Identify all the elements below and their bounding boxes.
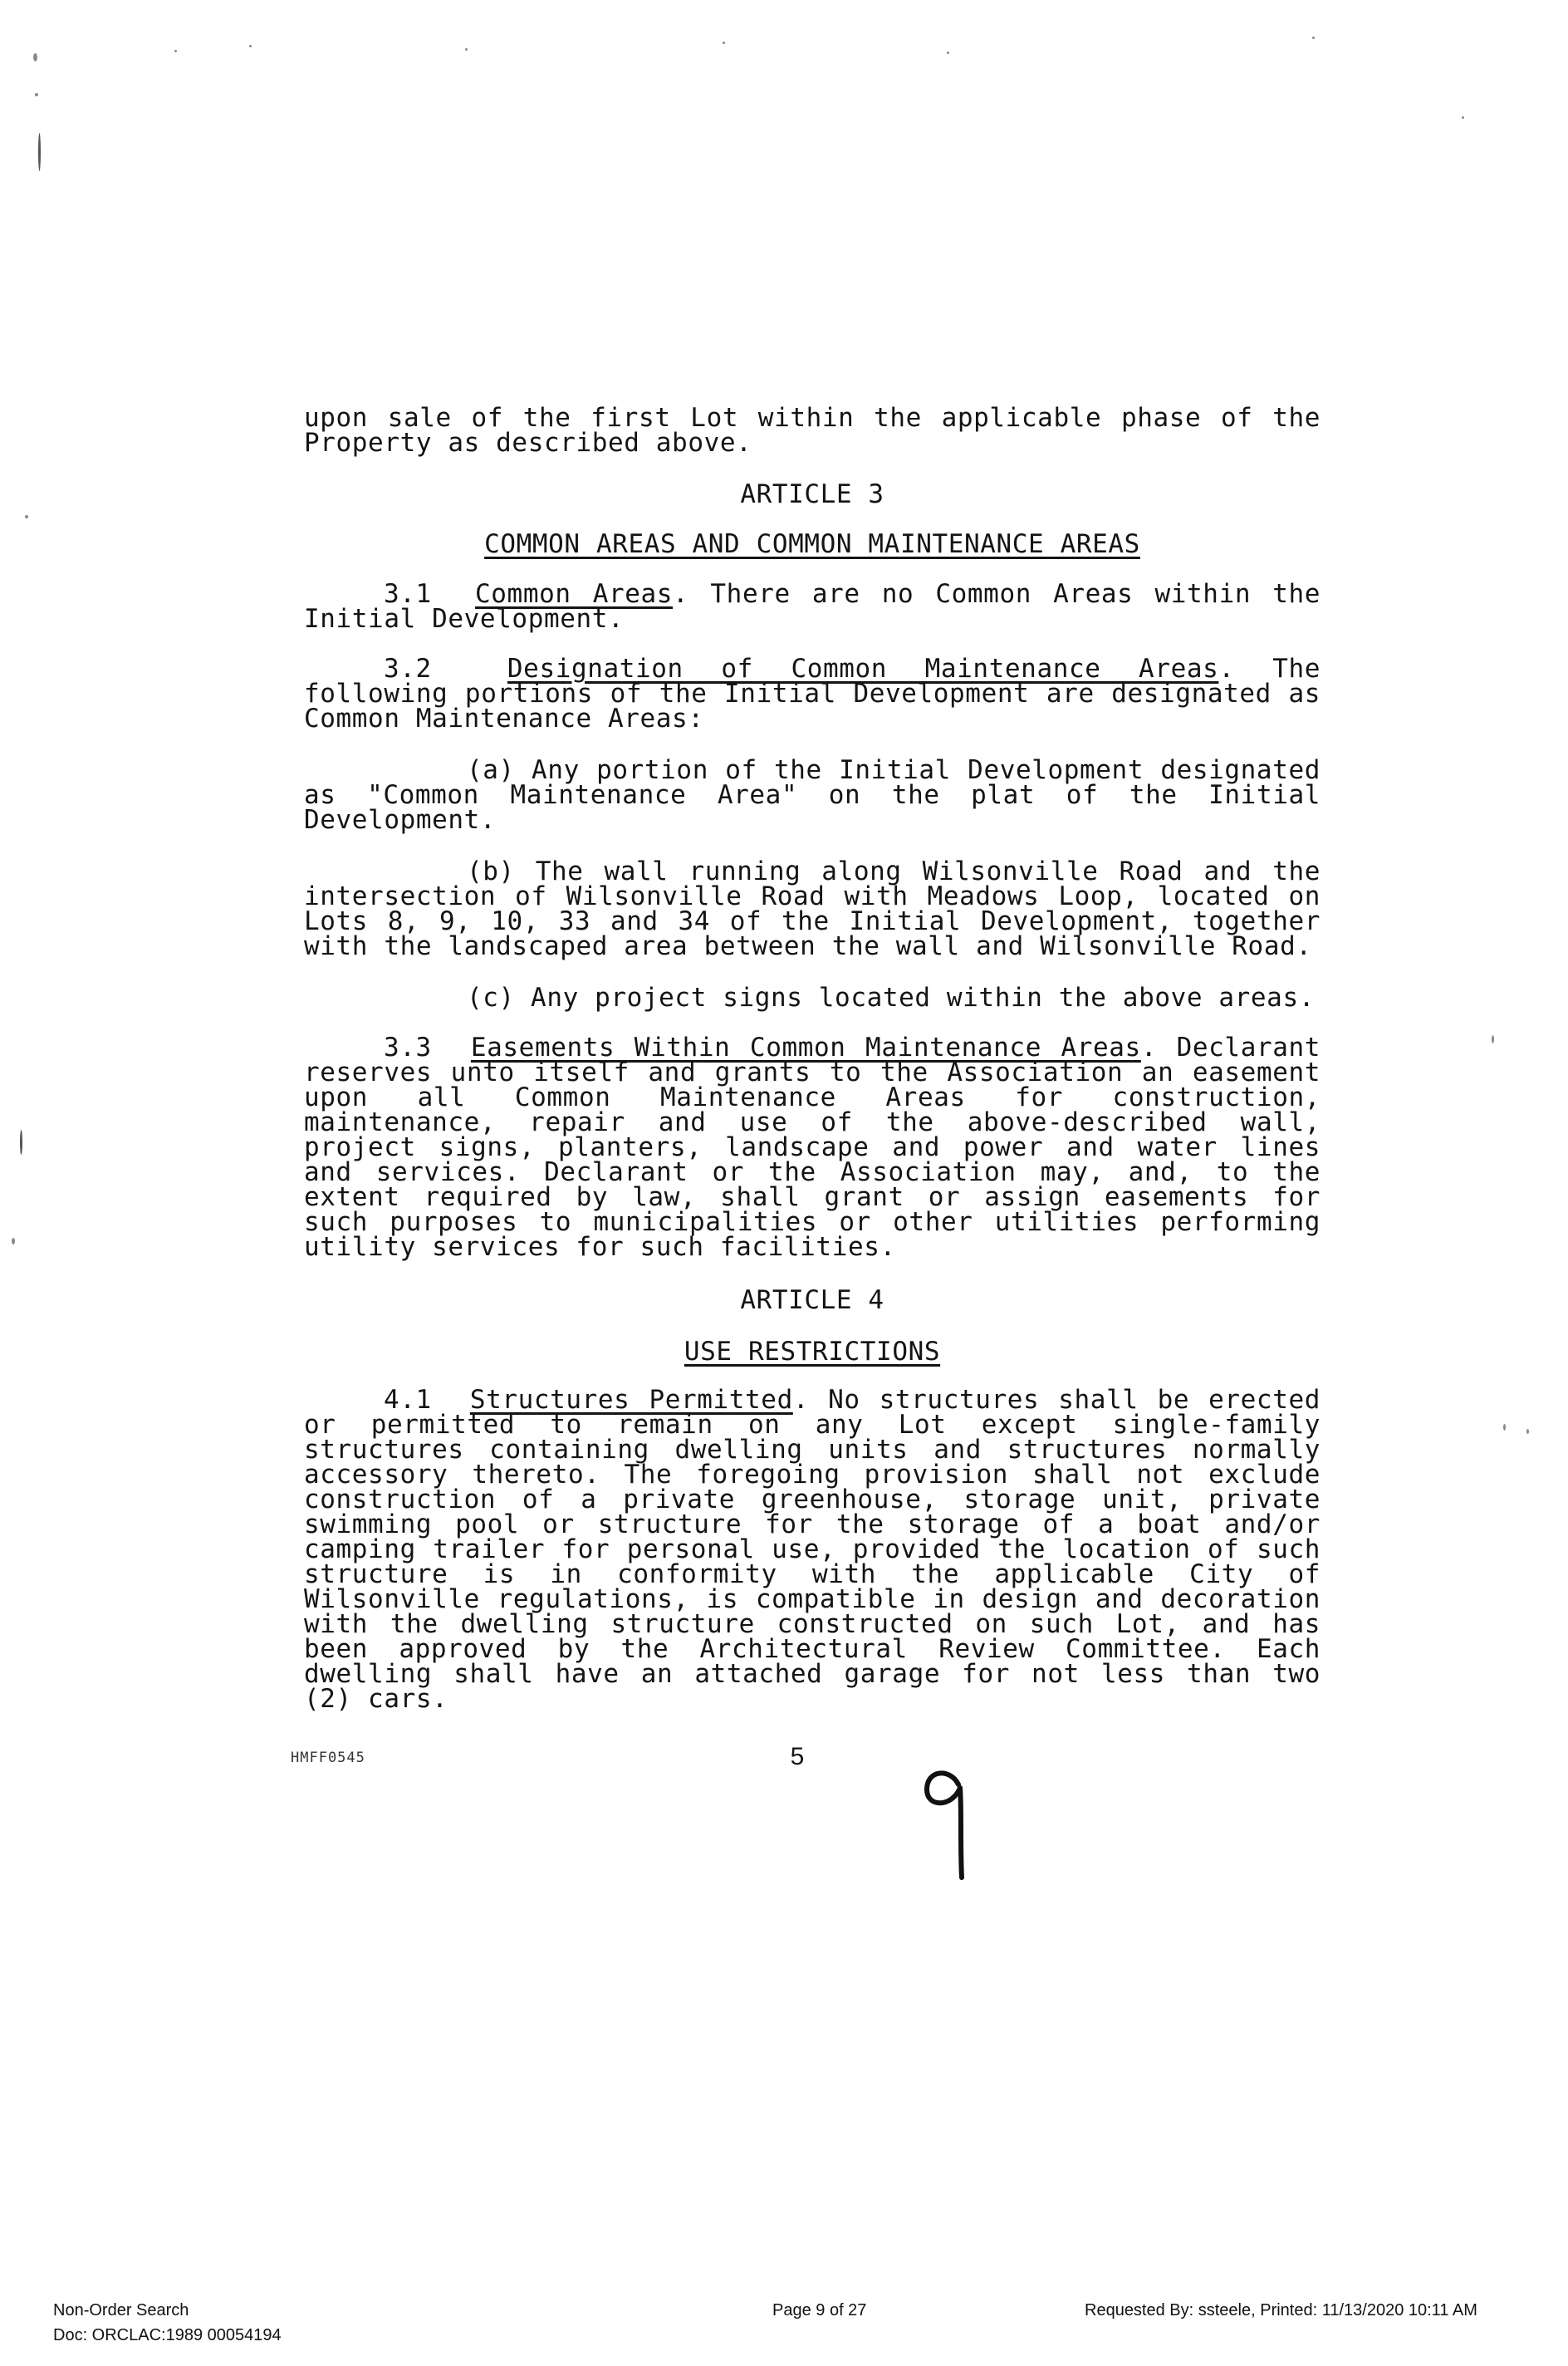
footer-doc-id: Doc: ORCLAC:1989 00054194 — [53, 2326, 282, 2344]
scan-speck — [1462, 116, 1464, 119]
footer-search-type: Non-Order Search — [53, 2301, 189, 2319]
handwritten-nine-drawing — [922, 1761, 972, 1886]
section-title: Structures Permitted — [469, 1385, 793, 1415]
scan-speck — [249, 45, 252, 47]
document-code: HMFF0545 — [291, 1750, 365, 1766]
article-4-title — [304, 1337, 1321, 1367]
scan-speck — [465, 48, 468, 51]
article-3-title-text: COMMON AREAS AND COMMON MAINTENANCE AREAS — [484, 529, 1140, 559]
scan-speck — [35, 93, 38, 96]
section-text: . No structures shall be erected or permitted to remain on any Lot except single-family structures containing dwelling units and structures normally accessory thereto. The foregoing provision shall not exclude construction of a private greenhouse, storage unit, private swimming pool or structure for the storage of a boat and/or camping trailer for personal use, provided the location of such structure is in conformity with the applicable City of Wilsonville regulations, is compatible in design and decoration with the dwelling structure constructed on such Lot, and has been approved by the Architectural Review Committee. Each dwelling shall have an attached garage for not less than two (2) cars. — [304, 1385, 1321, 1714]
section-title: Common Areas — [475, 579, 674, 609]
section-4-1 — [304, 1385, 1321, 1714]
list-item-c: (c) Any project signs located within the above areas. — [467, 983, 1315, 1013]
scan-speck — [723, 42, 725, 44]
page-number: 5 — [790, 1743, 805, 1770]
scan-speck — [174, 50, 177, 52]
section-3-2 — [304, 654, 1321, 734]
scan-speck — [20, 1130, 22, 1155]
scan-speck — [1312, 37, 1315, 39]
section-3-1 — [304, 579, 1321, 634]
scan-speck — [38, 133, 41, 171]
scan-speck — [33, 53, 37, 61]
article-4-heading: ARTICLE 4 — [740, 1285, 884, 1315]
intro-paragraph: upon sale of the first Lot within the applicable phase of the Property as described above. — [304, 403, 1321, 458]
footer-page-count: Page 9 of 27 — [772, 2301, 867, 2319]
list-item-b: (b) The wall running along Wilsonville Road and the intersection of Wilsonville Road with Meadows Loop, located on Lots 8, 9, 10, 33 and 34 of the Initial Development, together with the landscaped area between the wall and Wilsonville Road. — [304, 857, 1321, 961]
article-3-heading: ARTICLE 3 — [740, 479, 884, 509]
handwritten-page-mark — [922, 1761, 972, 1889]
scan-speck — [947, 52, 949, 54]
article-4-title-text: USE RESTRICTIONS — [684, 1337, 941, 1367]
list-item-a: (a) Any portion of the Initial Development designated as "Common Maintenance Area" on the plat of the Initial Development. — [304, 755, 1321, 835]
section-title: Designation of Common Maintenance Areas — [507, 654, 1219, 684]
section-number: 3.1 — [384, 579, 432, 609]
section-number: 4.1 — [384, 1385, 432, 1415]
section-number: 3.3 — [384, 1033, 432, 1063]
section-number: 3.2 — [384, 654, 432, 684]
article-3-title — [304, 529, 1321, 559]
section-text: . Declarant reserves unto itself and grants to the Association an easement upon all Common Maintenance Areas for construction, maintenance, repair and use of the above-described wall, project signs, planters, landscape and power and water lines and services. Declarant or the Association may, and, to the extent required by law, shall grant or assign easements for such purposes to municipalities or other utilities performing utility services for such facilities. — [304, 1033, 1321, 1262]
footer-requested-by: Requested By: ssteele, Printed: 11/13/2020 10:11 AM — [1085, 2301, 1477, 2319]
section-3-3 — [304, 1033, 1321, 1262]
section-text: . There are no Common Areas within the Initial Development. — [304, 579, 1321, 634]
scan-speck — [1492, 1035, 1494, 1043]
section-text: . The following portions of the Initial Development are designated as Common Maintenance Areas: — [304, 654, 1321, 734]
section-title: Easements Within Common Maintenance Areas — [470, 1033, 1141, 1063]
scan-speck — [1526, 1429, 1529, 1434]
scan-speck — [12, 1238, 15, 1244]
scan-speck — [1503, 1424, 1506, 1431]
scan-speck — [25, 515, 28, 518]
